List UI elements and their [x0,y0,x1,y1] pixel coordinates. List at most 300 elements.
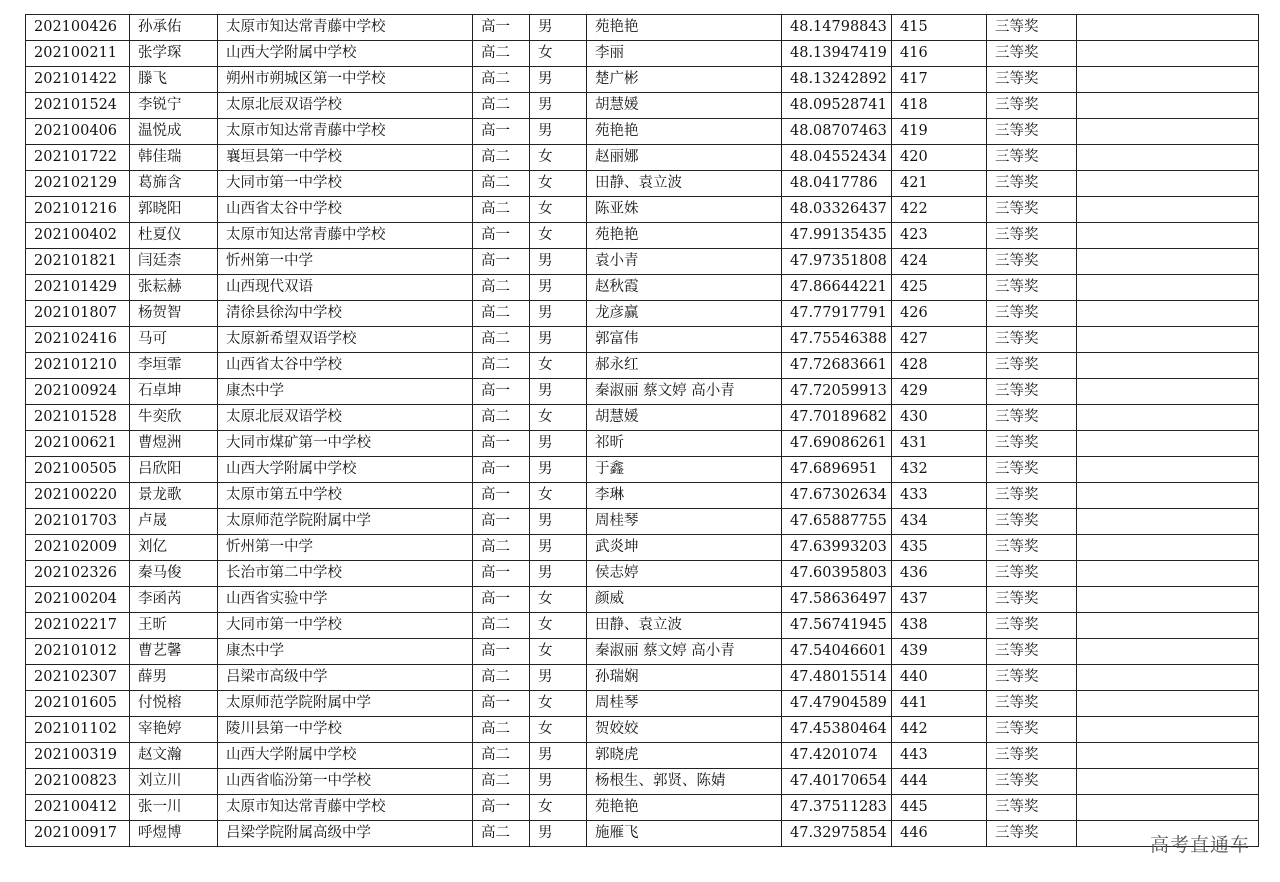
gender-cell: 男 [530,535,587,561]
rank-cell: 436 [892,561,987,587]
rank-cell: 442 [892,717,987,743]
grade-cell: 高二 [473,717,530,743]
award-cell: 三等奖 [987,457,1077,483]
grade-cell: 高二 [473,743,530,769]
student-id-cell: 202101429 [26,275,130,301]
score-cell: 47.67302634 [782,483,892,509]
student-id-cell: 202101605 [26,691,130,717]
extra-cell [1077,743,1259,769]
student-id-cell: 202101528 [26,405,130,431]
student-name-cell: 牛奕欣 [130,405,218,431]
grade-cell: 高二 [473,353,530,379]
award-cell: 三等奖 [987,171,1077,197]
award-cell: 三等奖 [987,665,1077,691]
school-cell: 忻州第一中学 [218,249,473,275]
award-cell: 三等奖 [987,795,1077,821]
student-id-cell: 202101210 [26,353,130,379]
score-cell: 47.58636497 [782,587,892,613]
student-id-cell: 202101102 [26,717,130,743]
student-id-cell: 202101807 [26,301,130,327]
award-cell: 三等奖 [987,769,1077,795]
extra-cell [1077,457,1259,483]
teacher-cell: 施雁飞 [587,821,782,847]
rank-cell: 443 [892,743,987,769]
grade-cell: 高一 [473,379,530,405]
gender-cell: 女 [530,405,587,431]
score-cell: 47.72059913 [782,379,892,405]
student-name-cell: 李锐宁 [130,93,218,119]
grade-cell: 高一 [473,561,530,587]
gender-cell: 男 [530,327,587,353]
score-cell: 47.75546388 [782,327,892,353]
grade-cell: 高二 [473,405,530,431]
award-cell: 三等奖 [987,535,1077,561]
grade-cell: 高二 [473,197,530,223]
rank-cell: 439 [892,639,987,665]
extra-cell [1077,613,1259,639]
gender-cell: 女 [530,691,587,717]
grade-cell: 高一 [473,639,530,665]
school-cell: 山西省实验中学 [218,587,473,613]
teacher-cell: 郭富伟 [587,327,782,353]
award-cell: 三等奖 [987,431,1077,457]
extra-cell [1077,561,1259,587]
score-cell: 47.86644221 [782,275,892,301]
extra-cell [1077,691,1259,717]
extra-cell [1077,15,1259,41]
extra-cell [1077,717,1259,743]
teacher-cell: 龙彦赢 [587,301,782,327]
score-cell: 48.04552434 [782,145,892,171]
rank-cell: 419 [892,119,987,145]
gender-cell: 男 [530,509,587,535]
rank-cell: 435 [892,535,987,561]
student-name-cell: 付悦榕 [130,691,218,717]
student-id-cell: 202101722 [26,145,130,171]
student-name-cell: 张一川 [130,795,218,821]
table-row [26,613,1259,639]
extra-cell [1077,795,1259,821]
grade-cell: 高二 [473,821,530,847]
score-cell: 47.45380464 [782,717,892,743]
student-name-cell: 滕飞 [130,67,218,93]
table-row [26,379,1259,405]
table-row [26,535,1259,561]
award-cell: 三等奖 [987,379,1077,405]
student-name-cell: 曹艺馨 [130,639,218,665]
table-row [26,457,1259,483]
grade-cell: 高二 [473,665,530,691]
student-name-cell: 张学琛 [130,41,218,67]
extra-cell [1077,249,1259,275]
teacher-cell: 祁昕 [587,431,782,457]
school-cell: 忻州第一中学 [218,535,473,561]
gender-cell: 男 [530,769,587,795]
rank-cell: 425 [892,275,987,301]
rank-cell: 438 [892,613,987,639]
student-name-cell: 闫廷柰 [130,249,218,275]
score-cell: 47.56741945 [782,613,892,639]
award-cell: 三等奖 [987,717,1077,743]
table-row [26,405,1259,431]
school-cell: 山西现代双语 [218,275,473,301]
teacher-cell: 郭晓虎 [587,743,782,769]
teacher-cell: 苑艳艳 [587,795,782,821]
table-row [26,691,1259,717]
gender-cell: 男 [530,67,587,93]
student-id-cell: 202100412 [26,795,130,821]
grade-cell: 高二 [473,769,530,795]
teacher-cell: 侯志婷 [587,561,782,587]
results-table-body [26,15,1259,847]
extra-cell [1077,769,1259,795]
school-cell: 山西省太谷中学校 [218,197,473,223]
watermark: 高考直通车 [1149,834,1250,856]
school-cell: 太原北辰双语学校 [218,93,473,119]
rank-cell: 430 [892,405,987,431]
table-row [26,587,1259,613]
rank-cell: 424 [892,249,987,275]
table-row [26,717,1259,743]
teacher-cell: 李丽 [587,41,782,67]
school-cell: 朔州市朔城区第一中学校 [218,67,473,93]
teacher-cell: 胡慧媛 [587,405,782,431]
school-cell: 太原市知达常青藤中学校 [218,795,473,821]
student-name-cell: 杜夏仪 [130,223,218,249]
student-id-cell: 202102307 [26,665,130,691]
grade-cell: 高一 [473,795,530,821]
extra-cell [1077,509,1259,535]
student-name-cell: 宰艳婷 [130,717,218,743]
table-row [26,93,1259,119]
student-id-cell: 202100211 [26,41,130,67]
grade-cell: 高一 [473,223,530,249]
gender-cell: 男 [530,119,587,145]
extra-cell [1077,41,1259,67]
award-cell: 三等奖 [987,41,1077,67]
extra-cell [1077,431,1259,457]
student-id-cell: 202100426 [26,15,130,41]
extra-cell [1077,275,1259,301]
table-row [26,639,1259,665]
extra-cell [1077,405,1259,431]
rank-cell: 416 [892,41,987,67]
student-name-cell: 葛旆含 [130,171,218,197]
teacher-cell: 周桂琴 [587,691,782,717]
score-cell: 47.69086261 [782,431,892,457]
score-cell: 48.13947419 [782,41,892,67]
teacher-cell: 田静、袁立波 [587,171,782,197]
table-row [26,41,1259,67]
score-cell: 48.13242892 [782,67,892,93]
school-cell: 襄垣县第一中学校 [218,145,473,171]
teacher-cell: 赵秋霞 [587,275,782,301]
grade-cell: 高二 [473,171,530,197]
award-cell: 三等奖 [987,639,1077,665]
gender-cell: 女 [530,587,587,613]
gender-cell: 男 [530,275,587,301]
grade-cell: 高一 [473,457,530,483]
teacher-cell: 苑艳艳 [587,15,782,41]
school-cell: 太原市知达常青藤中学校 [218,119,473,145]
gender-cell: 女 [530,639,587,665]
gender-cell: 男 [530,15,587,41]
student-name-cell: 温悦成 [130,119,218,145]
table-row [26,301,1259,327]
award-cell: 三等奖 [987,743,1077,769]
student-name-cell: 李函芮 [130,587,218,613]
rank-cell: 437 [892,587,987,613]
grade-cell: 高二 [473,67,530,93]
table-row [26,821,1259,847]
score-cell: 47.60395803 [782,561,892,587]
score-cell: 47.97351808 [782,249,892,275]
teacher-cell: 杨根生、郭贤、陈婧 [587,769,782,795]
student-id-cell: 202100406 [26,119,130,145]
school-cell: 太原新希望双语学校 [218,327,473,353]
student-name-cell: 马可 [130,327,218,353]
student-id-cell: 202101422 [26,67,130,93]
rank-cell: 429 [892,379,987,405]
student-id-cell: 202101012 [26,639,130,665]
student-id-cell: 202101524 [26,93,130,119]
student-id-cell: 202100924 [26,379,130,405]
gender-cell: 女 [530,197,587,223]
school-cell: 山西省临汾第一中学校 [218,769,473,795]
grade-cell: 高一 [473,431,530,457]
student-name-cell: 王昕 [130,613,218,639]
table-row [26,275,1259,301]
grade-cell: 高一 [473,587,530,613]
gender-cell: 男 [530,457,587,483]
score-cell: 47.70189682 [782,405,892,431]
score-cell: 47.32975854 [782,821,892,847]
school-cell: 康杰中学 [218,639,473,665]
extra-cell [1077,171,1259,197]
grade-cell: 高一 [473,15,530,41]
table-row [26,795,1259,821]
rank-cell: 421 [892,171,987,197]
student-name-cell: 曹煜洲 [130,431,218,457]
table-row [26,15,1259,41]
score-cell: 48.14798843 [782,15,892,41]
student-id-cell: 202100917 [26,821,130,847]
school-cell: 太原师范学院附属中学 [218,691,473,717]
table-row [26,431,1259,457]
school-cell: 大同市第一中学校 [218,613,473,639]
score-cell: 47.77917791 [782,301,892,327]
student-name-cell: 薛男 [130,665,218,691]
table-row [26,509,1259,535]
award-cell: 三等奖 [987,587,1077,613]
award-cell: 三等奖 [987,249,1077,275]
gender-cell: 男 [530,249,587,275]
award-cell: 三等奖 [987,353,1077,379]
gender-cell: 男 [530,561,587,587]
score-cell: 47.6896951 [782,457,892,483]
student-name-cell: 景龙歌 [130,483,218,509]
teacher-cell: 郝永红 [587,353,782,379]
gender-cell: 男 [530,431,587,457]
grade-cell: 高一 [473,691,530,717]
grade-cell: 高二 [473,301,530,327]
teacher-cell: 武炎坤 [587,535,782,561]
student-name-cell: 韩佳瑞 [130,145,218,171]
grade-cell: 高二 [473,327,530,353]
grade-cell: 高一 [473,483,530,509]
gender-cell: 女 [530,795,587,821]
award-cell: 三等奖 [987,67,1077,93]
student-id-cell: 202102009 [26,535,130,561]
grade-cell: 高二 [473,145,530,171]
student-name-cell: 杨贺智 [130,301,218,327]
table-row [26,249,1259,275]
extra-cell [1077,197,1259,223]
school-cell: 大同市第一中学校 [218,171,473,197]
gender-cell: 女 [530,223,587,249]
grade-cell: 高二 [473,93,530,119]
gender-cell: 女 [530,171,587,197]
student-id-cell: 202102129 [26,171,130,197]
teacher-cell: 楚广彬 [587,67,782,93]
score-cell: 47.40170654 [782,769,892,795]
award-cell: 三等奖 [987,93,1077,119]
student-name-cell: 秦马俊 [130,561,218,587]
extra-cell [1077,93,1259,119]
table-row [26,145,1259,171]
student-id-cell: 202100505 [26,457,130,483]
grade-cell: 高二 [473,535,530,561]
award-cell: 三等奖 [987,119,1077,145]
teacher-cell: 袁小青 [587,249,782,275]
school-cell: 清徐县徐沟中学校 [218,301,473,327]
award-cell: 三等奖 [987,275,1077,301]
score-cell: 48.03326437 [782,197,892,223]
rank-cell: 415 [892,15,987,41]
student-name-cell: 赵文瀚 [130,743,218,769]
award-cell: 三等奖 [987,691,1077,717]
student-name-cell: 吕欣阳 [130,457,218,483]
school-cell: 太原市知达常青藤中学校 [218,223,473,249]
award-cell: 三等奖 [987,509,1077,535]
award-cell: 三等奖 [987,197,1077,223]
award-cell: 三等奖 [987,301,1077,327]
gender-cell: 女 [530,717,587,743]
school-cell: 山西大学附属中学校 [218,457,473,483]
teacher-cell: 陈亚姝 [587,197,782,223]
table-row [26,67,1259,93]
teacher-cell: 苑艳艳 [587,223,782,249]
student-name-cell: 李垣霏 [130,353,218,379]
rank-cell: 417 [892,67,987,93]
award-cell: 三等奖 [987,405,1077,431]
gender-cell: 男 [530,743,587,769]
table-row [26,171,1259,197]
grade-cell: 高二 [473,613,530,639]
student-name-cell: 刘亿 [130,535,218,561]
student-id-cell: 202101216 [26,197,130,223]
teacher-cell: 周桂琴 [587,509,782,535]
score-cell: 47.54046601 [782,639,892,665]
rank-cell: 446 [892,821,987,847]
gender-cell: 女 [530,145,587,171]
extra-cell [1077,535,1259,561]
extra-cell [1077,587,1259,613]
grade-cell: 高二 [473,275,530,301]
rank-cell: 434 [892,509,987,535]
rank-cell: 423 [892,223,987,249]
extra-cell [1077,379,1259,405]
score-cell: 48.0417786 [782,171,892,197]
award-cell: 三等奖 [987,15,1077,41]
teacher-cell: 田静、袁立波 [587,613,782,639]
school-cell: 吕梁学院附属高级中学 [218,821,473,847]
table-row [26,327,1259,353]
results-table [25,14,1259,847]
student-id-cell: 202101703 [26,509,130,535]
rank-cell: 428 [892,353,987,379]
school-cell: 吕梁市高级中学 [218,665,473,691]
extra-cell [1077,353,1259,379]
gender-cell: 男 [530,301,587,327]
student-name-cell: 孙承佑 [130,15,218,41]
school-cell: 太原师范学院附属中学 [218,509,473,535]
table-row [26,197,1259,223]
student-id-cell: 202101821 [26,249,130,275]
award-cell: 三等奖 [987,821,1077,847]
extra-cell [1077,639,1259,665]
school-cell: 陵川县第一中学校 [218,717,473,743]
school-cell: 山西大学附属中学校 [218,743,473,769]
teacher-cell: 秦淑丽 蔡文婷 高小青 [587,639,782,665]
rank-cell: 431 [892,431,987,457]
rank-cell: 427 [892,327,987,353]
extra-cell [1077,665,1259,691]
rank-cell: 445 [892,795,987,821]
extra-cell [1077,483,1259,509]
award-cell: 三等奖 [987,145,1077,171]
student-id-cell: 202100823 [26,769,130,795]
award-cell: 三等奖 [987,327,1077,353]
gender-cell: 男 [530,665,587,691]
rank-cell: 441 [892,691,987,717]
table-row [26,769,1259,795]
student-name-cell: 郭晓阳 [130,197,218,223]
score-cell: 47.4201074 [782,743,892,769]
student-id-cell: 202100402 [26,223,130,249]
gender-cell: 女 [530,483,587,509]
rank-cell: 420 [892,145,987,171]
extra-cell [1077,223,1259,249]
student-id-cell: 202100319 [26,743,130,769]
student-name-cell: 刘立川 [130,769,218,795]
award-cell: 三等奖 [987,561,1077,587]
rank-cell: 426 [892,301,987,327]
score-cell: 47.37511283 [782,795,892,821]
student-id-cell: 202100220 [26,483,130,509]
table-row [26,483,1259,509]
score-cell: 47.99135435 [782,223,892,249]
award-cell: 三等奖 [987,483,1077,509]
grade-cell: 高一 [473,249,530,275]
gender-cell: 女 [530,613,587,639]
table-row [26,665,1259,691]
rank-cell: 433 [892,483,987,509]
score-cell: 48.08707463 [782,119,892,145]
gender-cell: 男 [530,379,587,405]
school-cell: 长治市第二中学校 [218,561,473,587]
teacher-cell: 李琳 [587,483,782,509]
